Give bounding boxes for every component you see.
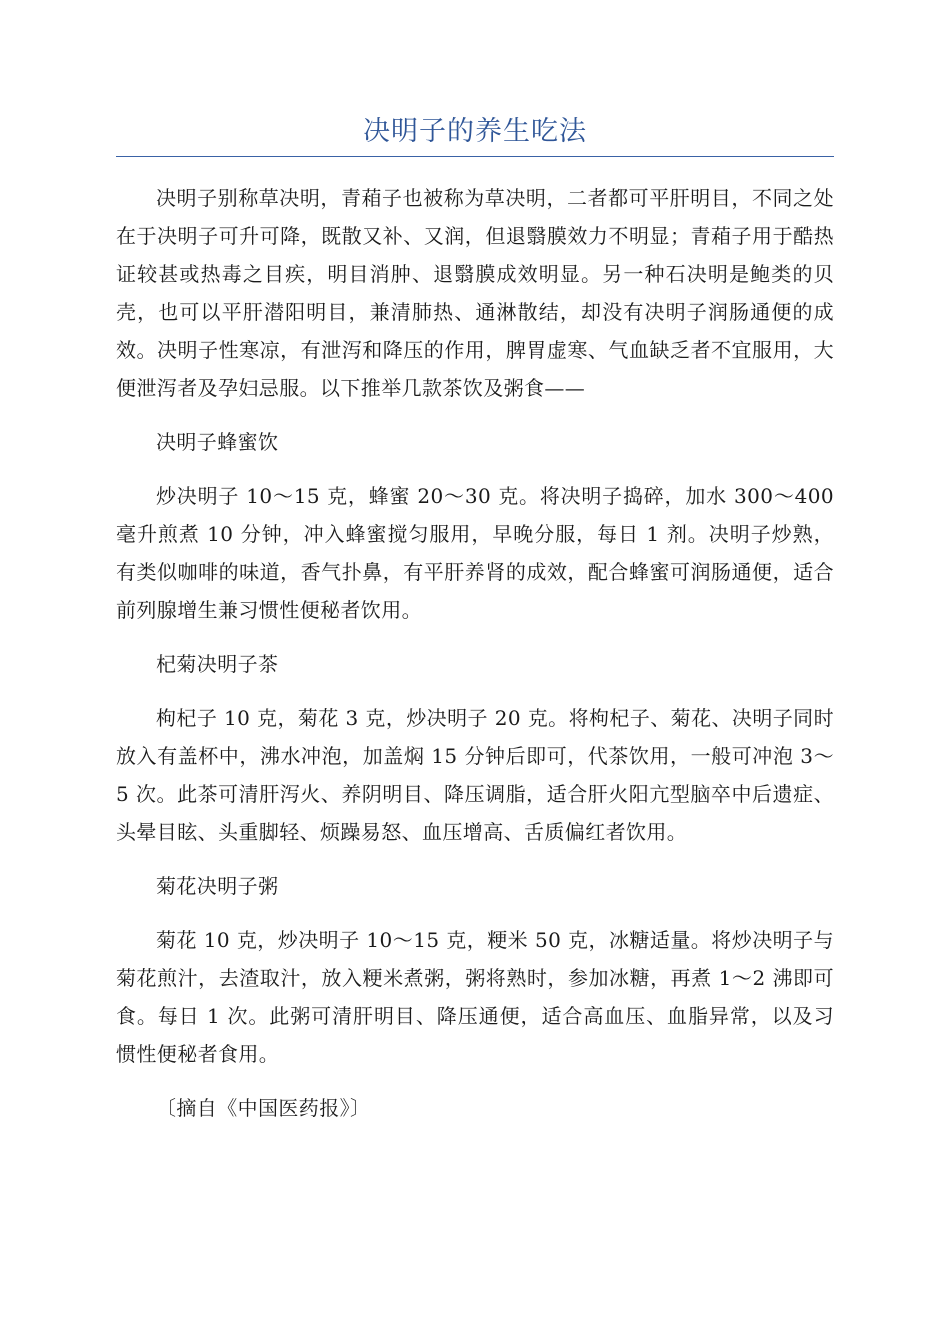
recipe-paragraph: 菊花 10 克，炒决明子 10～15 克，粳米 50 克，冰糖适量。将炒决明子与菊花煎汁，去渣取汁，放入粳米煮粥，粥将熟时，参加冰糖，再煮 1～2 沸即可食。每日 1 次。此粥可清肝明目、降压通便，适合高血压、血脂异常，以及习惯性便秘者食用。 [116, 928, 834, 1066]
document-body [116, 179, 834, 1127]
source-note: 〔摘自《中国医药报》〕 [156, 1096, 371, 1120]
recipe-heading: 杞菊决明子茶 [156, 652, 279, 676]
recipe-paragraph: 炒决明子 10～15 克，蜂蜜 20～30 克。将决明子捣碎，加水 300～400 毫升煎煮 10 分钟，冲入蜂蜜搅匀服用，早晚分服，每日 1 剂。决明子炒熟，有类似咖啡的味道，香气扑鼻，有平肝养肾的成效，配合蜂蜜可润肠通便，适合前列腺增生兼习惯性便秘者饮用。 [116, 484, 834, 622]
document-title: 决明子的养生吃法 [116, 110, 834, 157]
recipe-paragraph: 枸杞子 10 克，菊花 3 克，炒决明子 20 克。将枸杞子、菊花、决明子同时放入有盖杯中，沸水冲泡，加盖焖 15 分钟后即可，代茶饮用，一般可冲泡 3～5 次。此茶可清肝泻火、养阴明目、降压调脂，适合肝火阳亢型脑卒中后遗症、头晕目眩、头重脚轻、烦躁易怒、血压增高、舌质偏红者饮用。 [116, 706, 834, 844]
intro-paragraph: 决明子别称草决明，青葙子也被称为草决明，二者都可平肝明目，不同之处在于决明子可升可降，既散又补、又润，但退翳膜效力不明显；青葙子用于酷热证较甚或热毒之目疾，明目消肿、退翳膜成效明显。另一种石决明是鲍类的贝壳，也可以平肝潜阳明目，兼清肺热、通淋散结，却没有决明子润肠通便的成效。决明子性寒凉，有泄泻和降压的作用，脾胃虚寒、气血缺乏者不宜服用，大便泄泻者及孕妇忌服。以下推举几款茶饮及粥食—— [116, 186, 834, 400]
recipe-heading: 菊花决明子粥 [156, 874, 279, 898]
document-page [116, 110, 834, 1143]
recipe-heading: 决明子蜂蜜饮 [156, 430, 279, 454]
